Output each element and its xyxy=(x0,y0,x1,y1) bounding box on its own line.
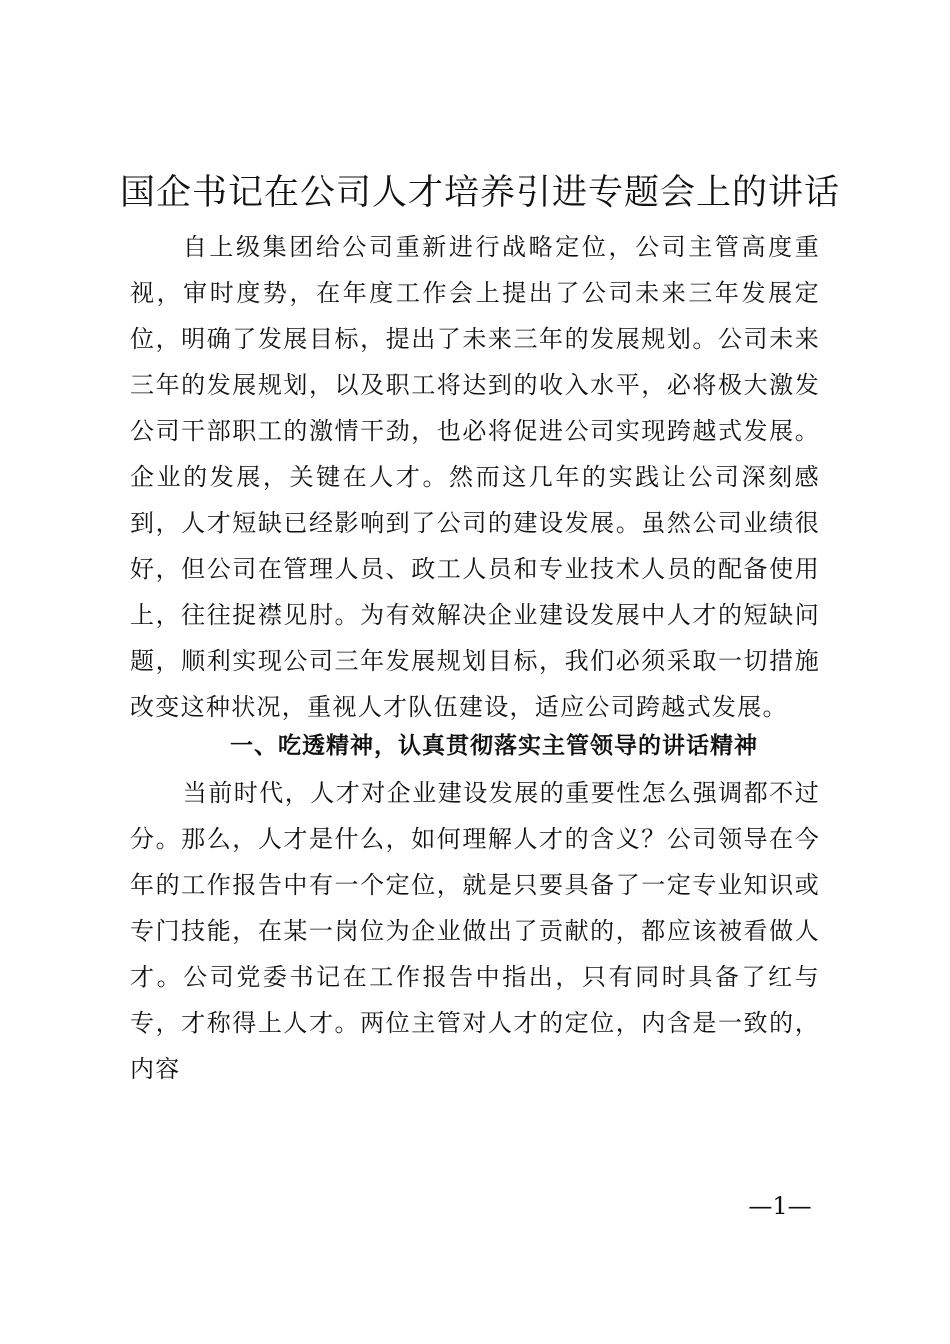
paragraph-2: 当前时代，人才对企业建设发展的重要性怎么强调都不过分。那么，人才是什么，如何理解人才的含义？公司领导在今年的工作报告中有一个定位，就是只要具备了一定专业知识或专门技能，在某一岗位为企业做出了贡献的，都应该被看做人才。公司党委书记在工作报告中指出，只有同时具备了红与专，才称得上人才。两位主管对人才的定位，内含是一致的，内容 xyxy=(130,779,820,1083)
body-text-block-1 xyxy=(130,224,820,730)
paragraph-1: 自上级集团给公司重新进行战略定位，公司主管高度重视，审时度势，在年度工作会上提出了公司未来三年发展定位，明确了发展目标，提出了未来三年的发展规划。公司未来三年的发展规划，以及职工将达到的收入水平，必将极大激发公司干部职工的激情干劲，也必将促进公司实现跨越式发展。企业的发展，关键在人才。然而这几年的实践让公司深刻感到，人才短缺已经影响到了公司的建设发展。虽然公司业绩很好，但公司在管理人员、政工人员和专业技术人员的配备使用上，往往捉襟见肘。为有效解决企业建设发展中人才的短缺问题，顺利实现公司三年发展规划目标，我们必须采取一切措施改变这种状况，重视人才队伍建设，适应公司跨越式发展。 xyxy=(130,233,820,721)
section-heading: 一、吃透精神，认真贯彻落实主管领导的讲话精神 xyxy=(230,733,758,759)
document-title: 国企书记在公司人才培养引进专题会上的讲话 xyxy=(119,173,840,213)
page-number: —1— xyxy=(748,1192,812,1220)
body-text-block-2 xyxy=(130,770,820,1092)
